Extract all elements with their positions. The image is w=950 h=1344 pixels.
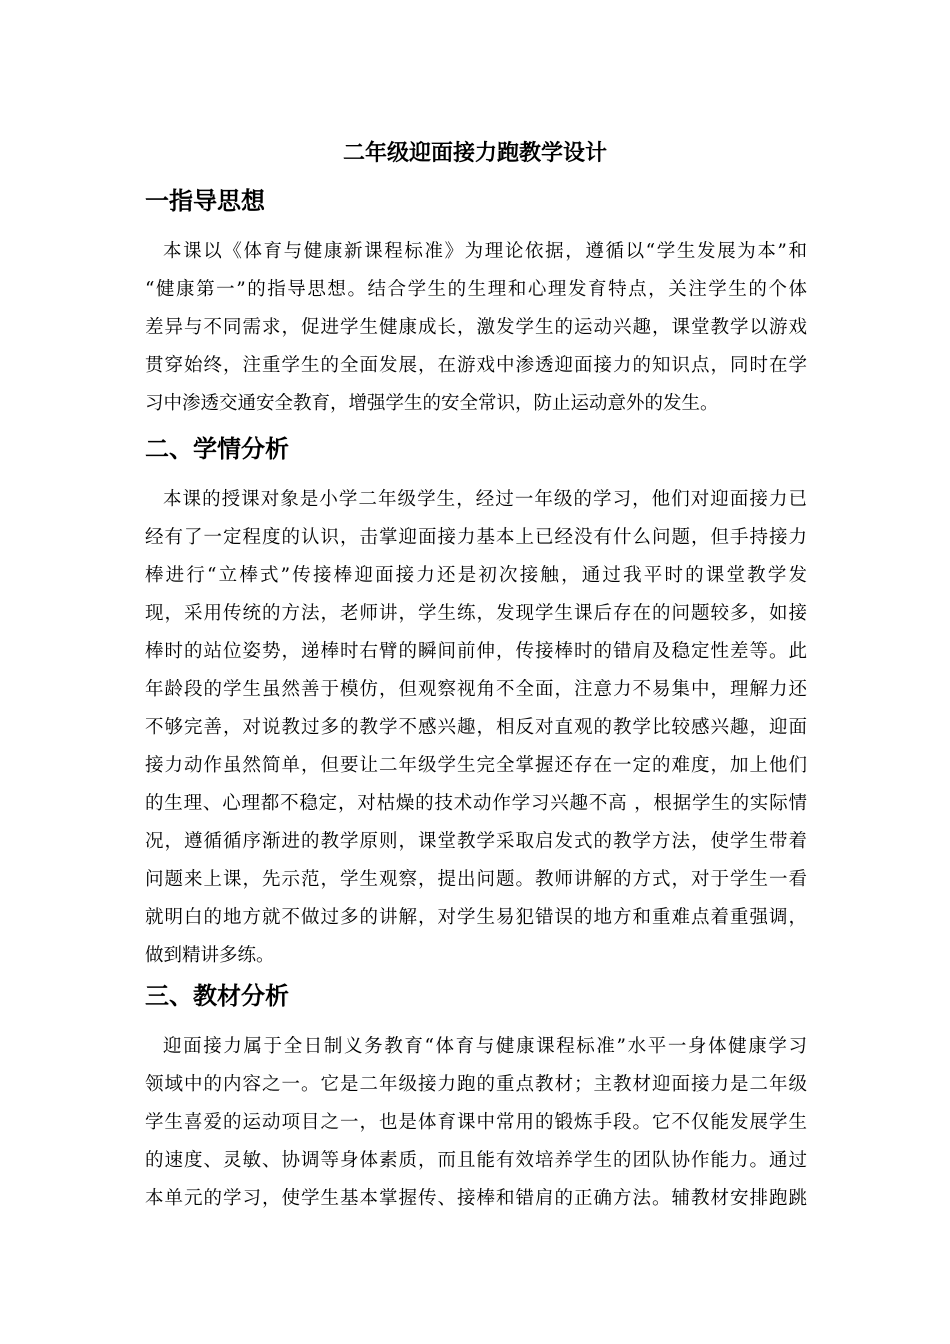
section-paragraph-learner-analysis [145,481,807,975]
paragraph-line: 棒时的站位姿势，递棒时右臂的瞬间前伸，传接棒时的错肩及稳定性差等。此 [145,641,807,662]
paragraph-line: 本课的授课对象是小学二年级学生，经过一年级的学习，他们对迎面接力已 [163,489,807,510]
paragraph-line: 本课以《体育与健康新课程标准》为理论依据，遵循以“学生发展为本”和 [163,241,807,262]
paragraph-line: “健康第一”的指导思想。结合学生的生理和心理发育特点，关注学生的个体 [145,279,807,300]
section-heading-learner-analysis: 二、学情分析 [145,435,289,463]
paragraph-line: 就明白的地方就不做过多的讲解，对学生易犯错误的地方和重难点着重强调， [145,907,807,928]
paragraph-line: 的生理、心理都不稳定，对枯燥的技术动作学习兴趣不高 ，根据学生的实际情 [145,793,807,814]
paragraph-line: 本单元的学习，使学生基本掌握传、接棒和错肩的正确方法。辅教材安排跑跳 [145,1188,807,1209]
paragraph-line: 迎面接力属于全日制义务教育“体育与健康课程标准”水平一身体健康学习 [163,1036,807,1057]
document-title: 二年级迎面接力跑教学设计 [342,140,607,166]
paragraph-line: 贯穿始终，注重学生的全面发展，在游戏中渗透迎面接力的知识点，同时在学 [145,355,807,376]
paragraph-line: 棒进行“立棒式”传接棒迎面接力还是初次接触，通过我平时的课堂教学发 [145,565,807,586]
section-heading-guiding-ideology: 一指导思想 [145,187,265,215]
section-paragraph-material-analysis [145,1028,807,1218]
paragraph-line: 况，遵循循序渐进的教学原则，课堂教学采取启发式的教学方法，使学生带着 [145,831,807,852]
paragraph-line: 经有了一定程度的认识，击掌迎面接力基本上已经没有什么问题，但手持接力 [145,527,807,548]
paragraph-line: 做到精讲多练。 [145,945,275,966]
paragraph-line: 习中渗透交通安全教育，增强学生的安全常识，防止运动意外的发生。 [145,393,719,414]
paragraph-line: 不够完善，对说教过多的教学不感兴趣，相反对直观的教学比较感兴趣，迎面 [145,717,807,738]
paragraph-line: 接力动作虽然简单，但要让二年级学生完全掌握还存在一定的难度，加上他们 [145,755,807,776]
paragraph-line: 年龄段的学生虽然善于模仿，但观察视角不全面，注意力不易集中，理解力还 [145,679,807,700]
paragraph-line: 差异与不同需求，促进学生健康成长，激发学生的运动兴趣，课堂教学以游戏 [145,317,807,338]
paragraph-line: 学生喜爱的运动项目之一，也是体育课中常用的锻炼手段。它不仅能发展学生 [145,1112,807,1133]
paragraph-line: 现，采用传统的方法，老师讲，学生练，发现学生课后存在的问题较多，如接 [145,603,807,624]
paragraph-line: 领域中的内容之一。它是二年级接力跑的重点教材；主教材迎面接力是二年级 [145,1074,807,1095]
paragraph-line: 问题来上课，先示范，学生观察，提出问题。教师讲解的方式，对于学生一看 [145,869,807,890]
section-heading-material-analysis: 三、教材分析 [145,982,289,1010]
paragraph-line: 的速度、灵敏、协调等身体素质，而且能有效培养学生的团队协作能力。通过 [145,1150,807,1171]
section-paragraph-guiding-ideology [145,233,807,423]
